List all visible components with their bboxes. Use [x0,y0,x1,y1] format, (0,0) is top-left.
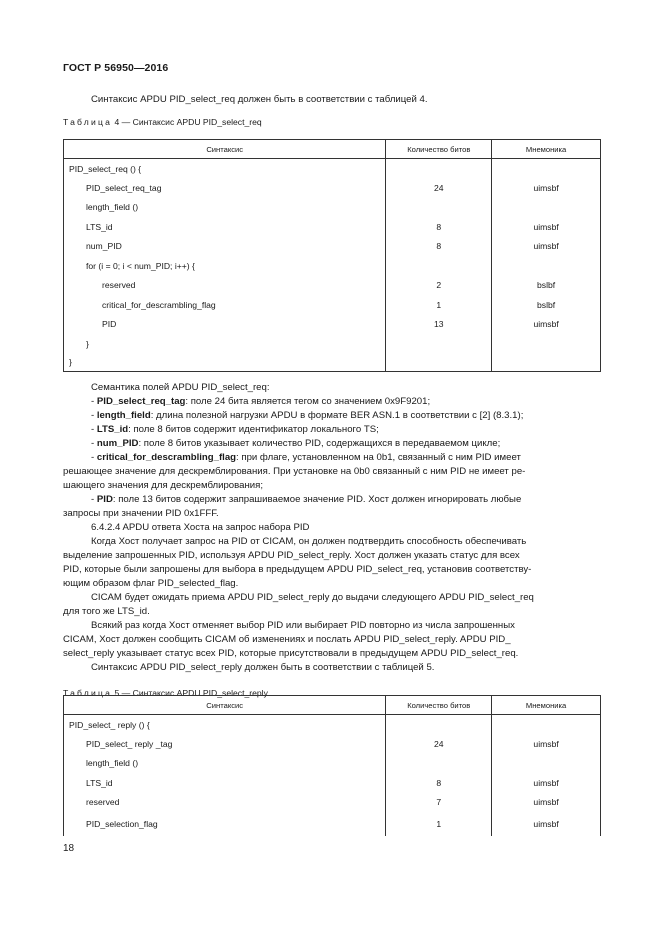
page-number: 18 [63,843,75,854]
semantics-item-critical: - critical_for_descrambling_flag: при флаге, установленном на 0b1, связанный с ним PID имеет [91,452,521,463]
bits-cell: 2 [386,276,492,296]
mnemonic-cell: bslbf [492,295,601,315]
mnemonic-cell [492,754,601,774]
syntax-cell: reserved [64,276,386,296]
bits-cell: 24 [386,734,492,754]
mnemonic-cell: uimsbf [492,734,601,754]
syntax-cell: PID_select_req_tag [64,178,386,198]
term: PID [96,494,113,505]
paragraph-line: CICAM будет ожидать приема APDU PID_select_reply до выдачи следующего APDU PID_select_req [91,592,534,603]
bits-cell [386,715,492,735]
column-header-bits: Количество битов [386,140,492,159]
mnemonic-cell [492,198,601,218]
paragraph-line: Когда Хост получает запрос на PID от CICAM, он должен подтвердить способность обеспечивать [91,536,527,547]
table-row [64,354,601,372]
table4-caption [63,117,262,127]
table-row [64,754,601,774]
mnemonic-cell: uimsbf [492,178,601,198]
table4-caption-text: 4 — Синтаксис APDU PID_select_req [114,117,262,127]
table-row [64,198,601,218]
semantics-intro: Семантика полей APDU PID_select_req: [91,382,270,393]
table-4 [63,139,601,372]
syntax-cell: length_field () [64,754,386,774]
syntax-cell: PID_select_req () { [64,159,386,179]
syntax-cell: LTS_id [64,217,386,237]
bits-cell: 13 [386,315,492,335]
table-row [64,256,601,276]
syntax-cell: reserved [64,793,386,813]
bits-cell [386,334,492,354]
paragraph-line: Синтаксис APDU PID_select_reply должен быть в соответствии с таблицей 5. [91,662,435,673]
mnemonic-cell: uimsbf [492,315,601,335]
section-heading: 6.4.2.4 APDU ответа Хоста на запрос набора PID [91,522,310,533]
bits-cell: 1 [386,295,492,315]
paragraph-line: Всякий раз когда Хост отменяет выбор PID или выбирает PID повторно из числа запрошенных [91,620,515,631]
definition: : длина полезной нагрузки APDU в формате BER ASN.1 в соответствии с [2] (8.3.1); [150,410,524,421]
table-row [64,773,601,793]
bits-cell: 8 [386,773,492,793]
definition: : поле 8 битов содержит идентификатор локального TS; [128,424,379,435]
semantics-item-critical-cont: шающего значения для дескремблирования; [63,480,263,491]
intro-paragraph: Синтаксис APDU PID_select_req должен быть в соответствии с таблицей 4. [91,94,428,105]
semantics-item-tag: - PID_select_req_tag: поле 24 бита является тегом со значением 0x9F9201; [91,396,431,407]
mnemonic-cell [492,334,601,354]
syntax-cell: } [64,334,386,354]
term: PID_select_req_tag [96,396,186,407]
table-header-row [64,140,601,159]
term: critical_for_descrambling_flag [96,452,237,463]
column-header-syntax: Синтаксис [64,696,386,715]
syntax-cell: PID_select_ reply _tag [64,734,386,754]
table-row [64,295,601,315]
bits-cell: 8 [386,217,492,237]
mnemonic-cell: uimsbf [492,237,601,257]
bits-cell: 7 [386,793,492,813]
mnemonic-cell [492,354,601,372]
term: length_field [96,410,151,421]
syntax-cell: } [64,354,386,372]
table-row [64,734,601,754]
syntax-cell: critical_for_descrambling_flag [64,295,386,315]
semantics-item-length: - length_field: длина полезной нагрузки APDU в формате BER ASN.1 в соответствии с [2] (8.3.1); [91,410,524,421]
table-row [64,812,601,836]
bits-cell [386,754,492,774]
mnemonic-cell [492,159,601,179]
bits-cell [386,198,492,218]
mnemonic-cell: uimsbf [492,773,601,793]
semantics-item-lts: - LTS_id: поле 8 битов содержит идентификатор локального TS; [91,424,379,435]
syntax-cell: PID [64,315,386,335]
column-header-syntax: Синтаксис [64,140,386,159]
table-row [64,793,601,813]
semantics-item-pid-cont: запросы при значении PID 0x1FFF. [63,508,219,519]
table-row [64,237,601,257]
mnemonic-cell: uimsbf [492,793,601,813]
column-header-bits: Количество битов [386,696,492,715]
bits-cell: 1 [386,812,492,836]
bits-cell [386,256,492,276]
paragraph-line: выделение запрошенных PID, используя APDU PID_select_reply. Хост должен указать статус для всех [63,550,520,561]
bits-cell [386,354,492,372]
table-row [64,715,601,735]
column-header-mnemonic: Мнемоника [492,140,601,159]
syntax-cell: for (i = 0; i < num_PID; i++) { [64,256,386,276]
semantics-item-critical-cont: решающее значение для дескремблирования. При установке на 0b0 связанный с ним PID не имеет ре- [63,466,526,477]
mnemonic-cell: uimsbf [492,812,601,836]
mnemonic-cell [492,256,601,276]
paragraph-line: для того же LTS_id. [63,606,150,617]
semantics-item-pid: - PID: поле 13 битов содержит запрашиваемое значение PID. Хост должен игнорировать любые [91,494,522,505]
bits-cell: 24 [386,178,492,198]
bits-cell [386,159,492,179]
mnemonic-cell: uimsbf [492,217,601,237]
definition: : поле 13 битов содержит запрашиваемое значение PID. Хост должен игнорировать любые [112,494,522,505]
column-header-mnemonic: Мнемоника [492,696,601,715]
table-row [64,159,601,179]
bits-cell: 8 [386,237,492,257]
paragraph-line: ющим образом флаг PID_selected_flag. [63,578,239,589]
semantics-item-numpid: - num_PID: поле 8 битов указывает количество PID, содержащихся в передаваемом цикле; [91,438,501,449]
definition: : поле 8 битов указывает количество PID, содержащихся в передаваемом цикле; [138,438,501,449]
paragraph-line: PID, которые были запрошены для выбора в предыдущем APDU PID_select_req, установив соответству- [63,564,532,575]
table-row [64,217,601,237]
syntax-cell: PID_selection_flag [64,812,386,836]
table-row [64,276,601,296]
table-row [64,315,601,335]
table5-caption-text: 5 — Синтаксис APDU PID_select_reply [114,688,268,698]
definition: : при флаге, установленном на 0b1, связанный с ним PID имеет [236,452,521,463]
mnemonic-cell: bslbf [492,276,601,296]
term: num_PID [96,438,139,449]
definition: : поле 24 бита является тегом со значением 0x9F9201; [185,396,431,407]
table-row [64,334,601,354]
table4-caption-label: Таблица [63,117,113,127]
table-5 [63,695,601,836]
table5-caption-label: Таблица [63,688,113,698]
term: LTS_id [96,424,129,435]
syntax-cell: LTS_id [64,773,386,793]
syntax-cell: num_PID [64,237,386,257]
syntax-cell: PID_select_ reply () { [64,715,386,735]
table-row [64,178,601,198]
document-header: ГОСТ Р 56950—2016 [63,62,169,74]
table-header-row [64,696,601,715]
syntax-cell: length_field () [64,198,386,218]
mnemonic-cell [492,715,601,735]
paragraph-line: CICAM, Хост должен сообщить CICAM об изменениях и послать APDU PID_select_reply. APDU PID_ [63,634,511,645]
paragraph-line: select_reply указывает статус всех PID, которые присутствовали в предыдущем APDU PID_select_req. [63,648,519,659]
